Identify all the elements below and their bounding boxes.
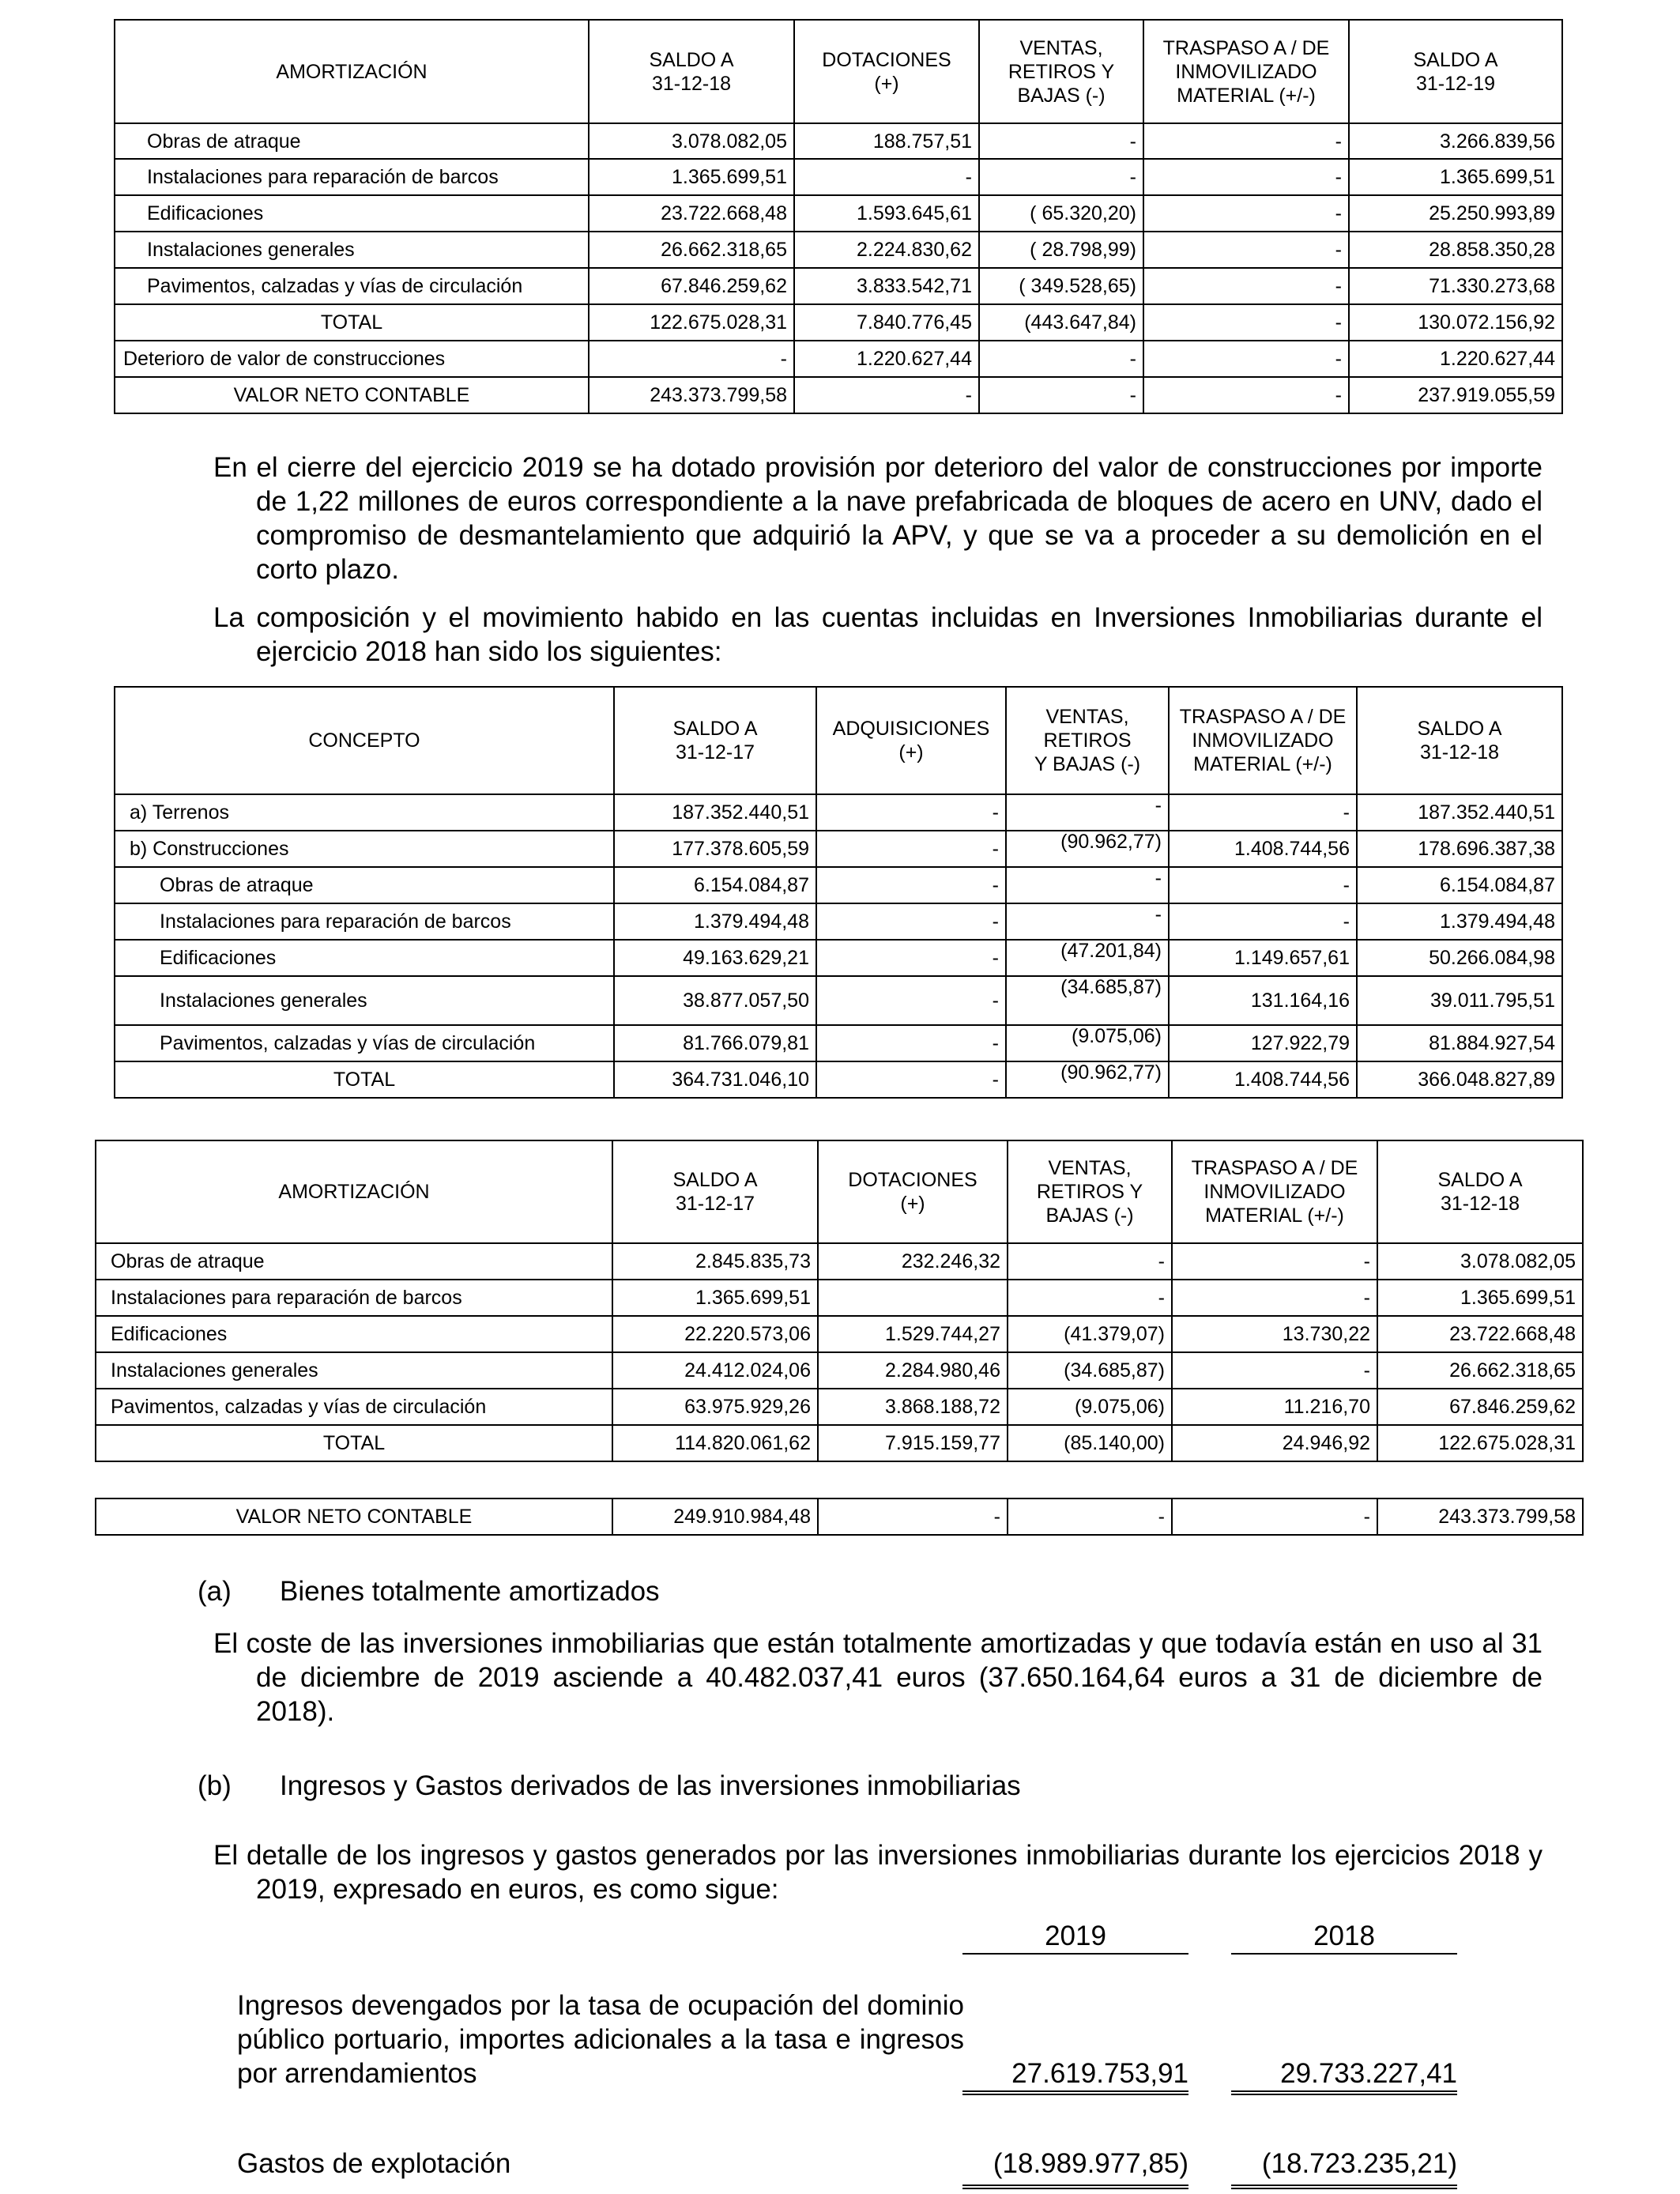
row-label: Instalaciones generales (96, 1352, 612, 1389)
header-cell: TRASPASO A / DE INMOVILIZADO MATERIAL (+/-) (1169, 687, 1357, 794)
header-cell: DOTACIONES (+) (794, 20, 979, 123)
cell: 67.846.259,62 (589, 268, 794, 304)
row-label: Instalaciones para reparación de barcos (115, 159, 589, 195)
cell (818, 1280, 1008, 1316)
cell: 23.722.668,48 (1377, 1316, 1583, 1352)
cell: - (1172, 1498, 1377, 1535)
cell: - (1143, 341, 1349, 377)
row-label: Instalaciones generales (115, 232, 589, 268)
year-header-2019: 2019 (962, 1919, 1188, 1955)
table-header-row (115, 687, 1562, 794)
net-book-value-table-2018 (95, 1498, 1584, 1536)
row-label: b) Construcciones (115, 831, 614, 867)
table-row (115, 159, 1562, 195)
cell: 1.365.699,51 (589, 159, 794, 195)
row-label: Edificaciones (96, 1316, 612, 1352)
cell: - (816, 976, 1006, 1025)
cell: - (1172, 1243, 1377, 1280)
cell: - (979, 341, 1143, 377)
cell: 22.220.573,06 (612, 1316, 818, 1352)
header-cell: SALDO A 31-12-19 (1349, 20, 1562, 123)
cell: - (1143, 123, 1349, 159)
cell: - (1143, 377, 1349, 413)
header-cell: TRASPASO A / DE INMOVILIZADO MATERIAL (+/-) (1143, 20, 1349, 123)
row-label: Pavimentos, calzadas y vías de circulación (96, 1389, 612, 1425)
cell: - (979, 123, 1143, 159)
table-row (96, 1316, 1583, 1352)
cell: - (816, 867, 1006, 903)
row-label: Instalaciones para reparación de barcos (96, 1280, 612, 1316)
row-label: Edificaciones (115, 195, 589, 232)
cell: - (794, 159, 979, 195)
cell: 187.352.440,51 (614, 794, 816, 831)
cell: ( 28.798,99) (979, 232, 1143, 268)
section-a-letter: (a) (198, 1576, 232, 1607)
table-row (115, 232, 1562, 268)
table-row (115, 976, 1562, 1025)
cell: 187.352.440,51 (1357, 794, 1562, 831)
cell: 25.250.993,89 (1349, 195, 1562, 232)
header-cell: ADQUISICIONES (+) (816, 687, 1006, 794)
cell: 6.154.084,87 (1357, 867, 1562, 903)
cell: 71.330.273,68 (1349, 268, 1562, 304)
year-header-2018: 2018 (1231, 1919, 1457, 1955)
cell: - (1008, 1243, 1172, 1280)
cell: 3.078.082,05 (1377, 1243, 1583, 1280)
cell: 2.224.830,62 (794, 232, 979, 268)
cell: - (1169, 867, 1357, 903)
row-label: Pavimentos, calzadas y vías de circulación (115, 268, 589, 304)
cell: (90.962,77) (1006, 831, 1169, 867)
row-label: Instalaciones para reparación de barcos (115, 903, 614, 940)
cell: (85.140,00) (1008, 1425, 1172, 1461)
income-label: Ingresos devengados por la tasa de ocupación del dominio público portuario, importes adicionales a la tasa e ingresos por arrendamientos (237, 1990, 964, 2089)
header-cell: DOTACIONES (+) (818, 1140, 1008, 1243)
cell: 6.154.084,87 (614, 867, 816, 903)
cell: - (1008, 1280, 1172, 1316)
cell: 243.373.799,58 (589, 377, 794, 413)
header-cell: SALDO A 31-12-18 (1377, 1140, 1583, 1243)
cell: (41.379,07) (1008, 1316, 1172, 1352)
cell: 3.266.839,56 (1349, 123, 1562, 159)
cell: - (1006, 867, 1169, 903)
cell: 1.379.494,48 (1357, 903, 1562, 940)
cell: 7.840.776,45 (794, 304, 979, 341)
row-label: TOTAL (115, 1061, 614, 1098)
cell: 122.675.028,31 (1377, 1425, 1583, 1461)
cell: - (816, 831, 1006, 867)
table-row (96, 1280, 1583, 1316)
cell: (9.075,06) (1006, 1025, 1169, 1061)
cell: 3.078.082,05 (589, 123, 794, 159)
row-label: Pavimentos, calzadas y vías de circulación (115, 1025, 614, 1061)
cell: - (589, 341, 794, 377)
cell: 63.975.929,26 (612, 1389, 818, 1425)
cell: 13.730,22 (1172, 1316, 1377, 1352)
header-cell: SALDO A 31-12-17 (612, 1140, 818, 1243)
table-row (115, 940, 1562, 976)
amortization-table-2018 (95, 1140, 1584, 1462)
header-cell: VENTAS, RETIROS Y BAJAS (-) (979, 20, 1143, 123)
cell: 178.696.387,38 (1357, 831, 1562, 867)
cell: (34.685,87) (1006, 976, 1169, 1025)
cell: 122.675.028,31 (589, 304, 794, 341)
table-row (115, 903, 1562, 940)
row-label: a) Terrenos (115, 794, 614, 831)
table-row (115, 831, 1562, 867)
row-label: Instalaciones generales (115, 976, 614, 1025)
cell: 127.922,79 (1169, 1025, 1357, 1061)
cell: - (1008, 1498, 1172, 1535)
paragraph-income-detail: El detalle de los ingresos y gastos generados por las inversiones inmobiliarias durante los ejercicios 2018 y 2019, expresado en euros, es como sigue: (213, 1840, 1543, 1905)
cell: 1.365.699,51 (612, 1280, 818, 1316)
income-value-2019: 27.619.753,91 (962, 2056, 1188, 2095)
header-cell: CONCEPTO (115, 687, 614, 794)
cell: 232.246,32 (818, 1243, 1008, 1280)
cell: 249.910.984,48 (612, 1498, 818, 1535)
cell: 177.378.605,59 (614, 831, 816, 867)
cell: ( 349.528,65) (979, 268, 1143, 304)
table-row (115, 341, 1562, 377)
cell: 26.662.318,65 (1377, 1352, 1583, 1389)
cell: - (816, 794, 1006, 831)
expenses-label: Gastos de explotación (237, 2148, 511, 2179)
header-cell: SALDO A 31-12-18 (1357, 687, 1562, 794)
row-label: Obras de atraque (96, 1243, 612, 1280)
net-value-row (96, 1498, 1583, 1535)
section-b-title: Ingresos y Gastos derivados de las inversiones inmobiliarias (280, 1770, 1021, 1801)
cell: - (816, 1061, 1006, 1098)
cell: - (794, 377, 979, 413)
cell: (443.647,84) (979, 304, 1143, 341)
total-row (115, 1061, 1562, 1098)
cell: 81.884.927,54 (1357, 1025, 1562, 1061)
row-label: Obras de atraque (115, 867, 614, 903)
table-header-row (96, 1140, 1583, 1243)
cell: 1.408.744,56 (1169, 1061, 1357, 1098)
cell: 49.163.629,21 (614, 940, 816, 976)
total-row (96, 1425, 1583, 1461)
cell: 1.408.744,56 (1169, 831, 1357, 867)
cell: 1.220.627,44 (794, 341, 979, 377)
cell: - (1143, 268, 1349, 304)
paragraph-fully-amortized: El coste de las inversiones inmobiliarias que están totalmente amortizadas y que todavía están en uso al 31 de diciembre de 2019 asciende a 40.482.037,41 euros (37.650.164,64 euros a 31 de diciembre de 2018). (213, 1628, 1543, 1727)
paragraph-composition-intro: La composición y el movimiento habido en las cuentas incluidas en Inversiones Inmobiliarias durante el ejercicio 2018 han sido los siguientes: (213, 602, 1543, 667)
row-label: TOTAL (115, 304, 589, 341)
cell: - (818, 1498, 1008, 1535)
cell: 23.722.668,48 (589, 195, 794, 232)
cell: 81.766.079,81 (614, 1025, 816, 1061)
header-cell: VENTAS, RETIROS Y BAJAS (-) (1006, 687, 1169, 794)
cell: 131.164,16 (1169, 976, 1357, 1025)
table-row (96, 1389, 1583, 1425)
row-label: Obras de atraque (115, 123, 589, 159)
cell: 1.593.645,61 (794, 195, 979, 232)
cell: 2.845.835,73 (612, 1243, 818, 1280)
cell: 50.266.084,98 (1357, 940, 1562, 976)
header-cell: TRASPASO A / DE INMOVILIZADO MATERIAL (+/-) (1172, 1140, 1377, 1243)
table-row (115, 867, 1562, 903)
section-b-letter: (b) (198, 1770, 232, 1801)
cell: 24.412.024,06 (612, 1352, 818, 1389)
cell: - (1143, 232, 1349, 268)
cell: 26.662.318,65 (589, 232, 794, 268)
cell: 1.220.627,44 (1349, 341, 1562, 377)
cell: 3.833.542,71 (794, 268, 979, 304)
paragraph-impairment: En el cierre del ejercicio 2019 se ha dotado provisión por deterioro del valor de construcciones por importe de 1,22 millones de euros correspondiente a la nave prefabricada de bloques de acero en UNV, dado el compromiso de desmantelamiento que adquirió la APV, y que se va a proceder a su demolición en el corto plazo. (213, 452, 1543, 585)
cell: 1.149.657,61 (1169, 940, 1357, 976)
cell: 11.216,70 (1172, 1389, 1377, 1425)
cell: - (1006, 794, 1169, 831)
table-row (115, 123, 1562, 159)
row-label: Deterioro de valor de construcciones (115, 341, 589, 377)
cell: 188.757,51 (794, 123, 979, 159)
table-row (115, 794, 1562, 831)
cell: 38.877.057,50 (614, 976, 816, 1025)
net-value-row (115, 377, 1562, 413)
cell: (34.685,87) (1008, 1352, 1172, 1389)
cell: - (1172, 1352, 1377, 1389)
cell: 364.731.046,10 (614, 1061, 816, 1098)
cell: - (979, 159, 1143, 195)
cell: - (816, 940, 1006, 976)
cell: 114.820.061,62 (612, 1425, 818, 1461)
cell: - (1172, 1280, 1377, 1316)
cell: - (1169, 794, 1357, 831)
header-cell: SALDO A 31-12-17 (614, 687, 816, 794)
table-row (115, 1025, 1562, 1061)
table-row (96, 1243, 1583, 1280)
cell: - (1006, 903, 1169, 940)
cell: 237.919.055,59 (1349, 377, 1562, 413)
table-header-row (115, 20, 1562, 123)
cell: 28.858.350,28 (1349, 232, 1562, 268)
cell: 1.379.494,48 (614, 903, 816, 940)
cell: (9.075,06) (1008, 1389, 1172, 1425)
cell: 2.284.980,46 (818, 1352, 1008, 1389)
header-cell: AMORTIZACIÓN (96, 1140, 612, 1243)
cell: - (816, 1025, 1006, 1061)
cell: 1.365.699,51 (1377, 1280, 1583, 1316)
table-row (96, 1352, 1583, 1389)
cell: - (1143, 159, 1349, 195)
cell: 243.373.799,58 (1377, 1498, 1583, 1535)
row-label: Edificaciones (115, 940, 614, 976)
row-label: VALOR NETO CONTABLE (96, 1498, 612, 1535)
cell: (47.201,84) (1006, 940, 1169, 976)
table-row (115, 195, 1562, 232)
row-label: VALOR NETO CONTABLE (115, 377, 589, 413)
cell: (90.962,77) (1006, 1061, 1169, 1098)
section-a-title: Bienes totalmente amortizados (280, 1576, 660, 1607)
cell: 7.915.159,77 (818, 1425, 1008, 1461)
cell: 1.529.744,27 (818, 1316, 1008, 1352)
header-cell: AMORTIZACIÓN (115, 20, 589, 123)
cell: 39.011.795,51 (1357, 976, 1562, 1025)
total-row (115, 304, 1562, 341)
cell: 3.868.188,72 (818, 1389, 1008, 1425)
investments-movement-table-2018 (114, 686, 1563, 1099)
cell: 67.846.259,62 (1377, 1389, 1583, 1425)
cell: - (1169, 903, 1357, 940)
cell: 366.048.827,89 (1357, 1061, 1562, 1098)
cell: - (1143, 195, 1349, 232)
cell: 1.365.699,51 (1349, 159, 1562, 195)
expenses-value-2018: (18.723.235,21) (1231, 2147, 1457, 2189)
cell: - (816, 903, 1006, 940)
cell: - (1143, 304, 1349, 341)
row-label: TOTAL (96, 1425, 612, 1461)
cell: 24.946,92 (1172, 1425, 1377, 1461)
expenses-value-2019: (18.989.977,85) (962, 2147, 1188, 2189)
header-cell: SALDO A 31-12-18 (589, 20, 794, 123)
cell: - (979, 377, 1143, 413)
table-row (115, 268, 1562, 304)
amortization-table-2019 (114, 19, 1563, 414)
header-cell: VENTAS, RETIROS Y BAJAS (-) (1008, 1140, 1172, 1243)
income-value-2018: 29.733.227,41 (1231, 2056, 1457, 2095)
cell: ( 65.320,20) (979, 195, 1143, 232)
cell: 130.072.156,92 (1349, 304, 1562, 341)
